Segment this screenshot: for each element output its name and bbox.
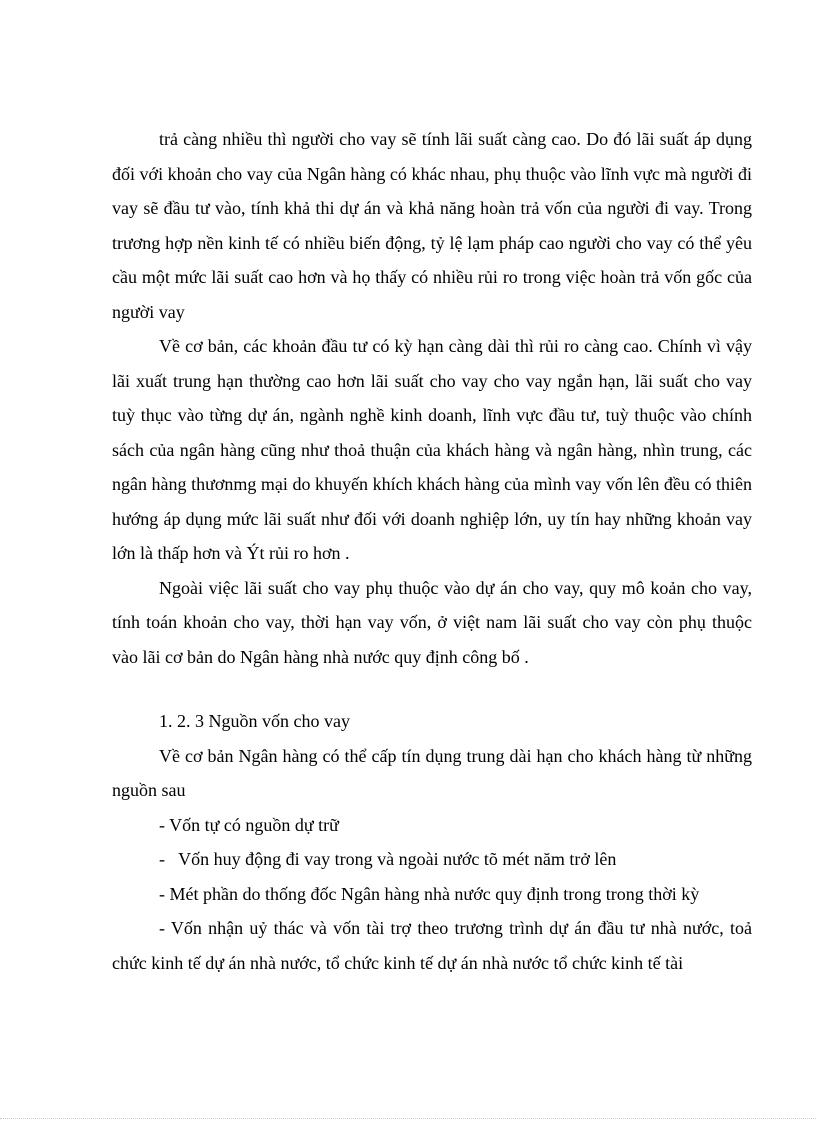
page-bottom-border	[0, 1118, 816, 1119]
paragraph-continuation: trả càng nhiều thì người cho vay sẽ tính lãi suất càng cao. Do đó lãi suất áp dụng đối với khoản cho vay của Ngân hàng có khác nhau, phụ thuộc vào lĩnh vực mà người đi vay sẽ đầu tư vào, tính khả thi dự án và khả năng hoàn trả vốn của người đi vay. Trong trương hợp nền kinh tế có nhiều biến động, tỷ lệ lạm pháp cao người cho vay có thể yêu cầu một mức lãi suất cao hơn và họ thấy có nhiều rủi ro trong việc hoàn trả vốn gốc của người vay	[112, 129, 752, 322]
paragraph-term-risk: Về cơ bản, các khoản đầu tư có kỳ hạn càng dài thì rủi ro càng cao. Chính vì vậy lãi xuất trung hạn thường cao hơn lãi suất cho vay cho vay ngắn hạn, lãi suất cho vay tuỳ thục vào từng dự án, ngành nghề kinh doanh, lĩnh vực đầu tư, tuỳ thuộc vào chính sách của ngân hàng cũng như thoả thuận của khách hàng và ngân hàng, nhìn trung, các ngân hàng thươnmg mại do khuyến khích khách hàng của mình vay vốn lên đều có thiên hướng áp dụng mức lãi suất như đối với doanh nghiệp lớn, uy tín hay những khoản vay lớn là thấp hơn và Ýt rủi ro hơn .	[112, 336, 752, 563]
list-item-own-capital: - Vốn tự có nguồn dự trữ	[159, 814, 339, 835]
section-heading: 1. 2. 3 Nguồn vốn cho vay	[159, 711, 350, 731]
list-item-state-bank-portion: - Mét phần do thống đốc Ngân hàng nhà nước quy định trong trong thời kỳ	[159, 883, 700, 904]
paragraph-sources-intro: Về cơ bản Ngân hàng có thể cấp tín dụng trung dài hạn cho khách hàng từ những nguồn sau	[112, 745, 752, 800]
paragraph-interest-factors: Ngoài việc lãi suất cho vay phụ thuộc vào dự án cho vay, quy mô koản cho vay, tính toán khoản cho vay, thời hạn vay vốn, ở việt nam lãi suất cho vay còn phụ thuộc vào lãi cơ bản do Ngân hàng nhà nước quy định công bố .	[112, 577, 752, 667]
paragraph-entrusted-capital: - Vốn nhận uỷ thác và vốn tài trợ theo trương trình dự án đầu tư nhà nước, toả chức kinh tế dự án nhà nước, tổ chức kinh tế dự án nhà nước tổ chức kinh tế tài	[112, 918, 752, 973]
list-item-mobilized-capital: - Vốn huy động đi vay trong và ngoài nước tõ mét năm trở lên	[159, 849, 617, 869]
document-body	[112, 122, 752, 980]
